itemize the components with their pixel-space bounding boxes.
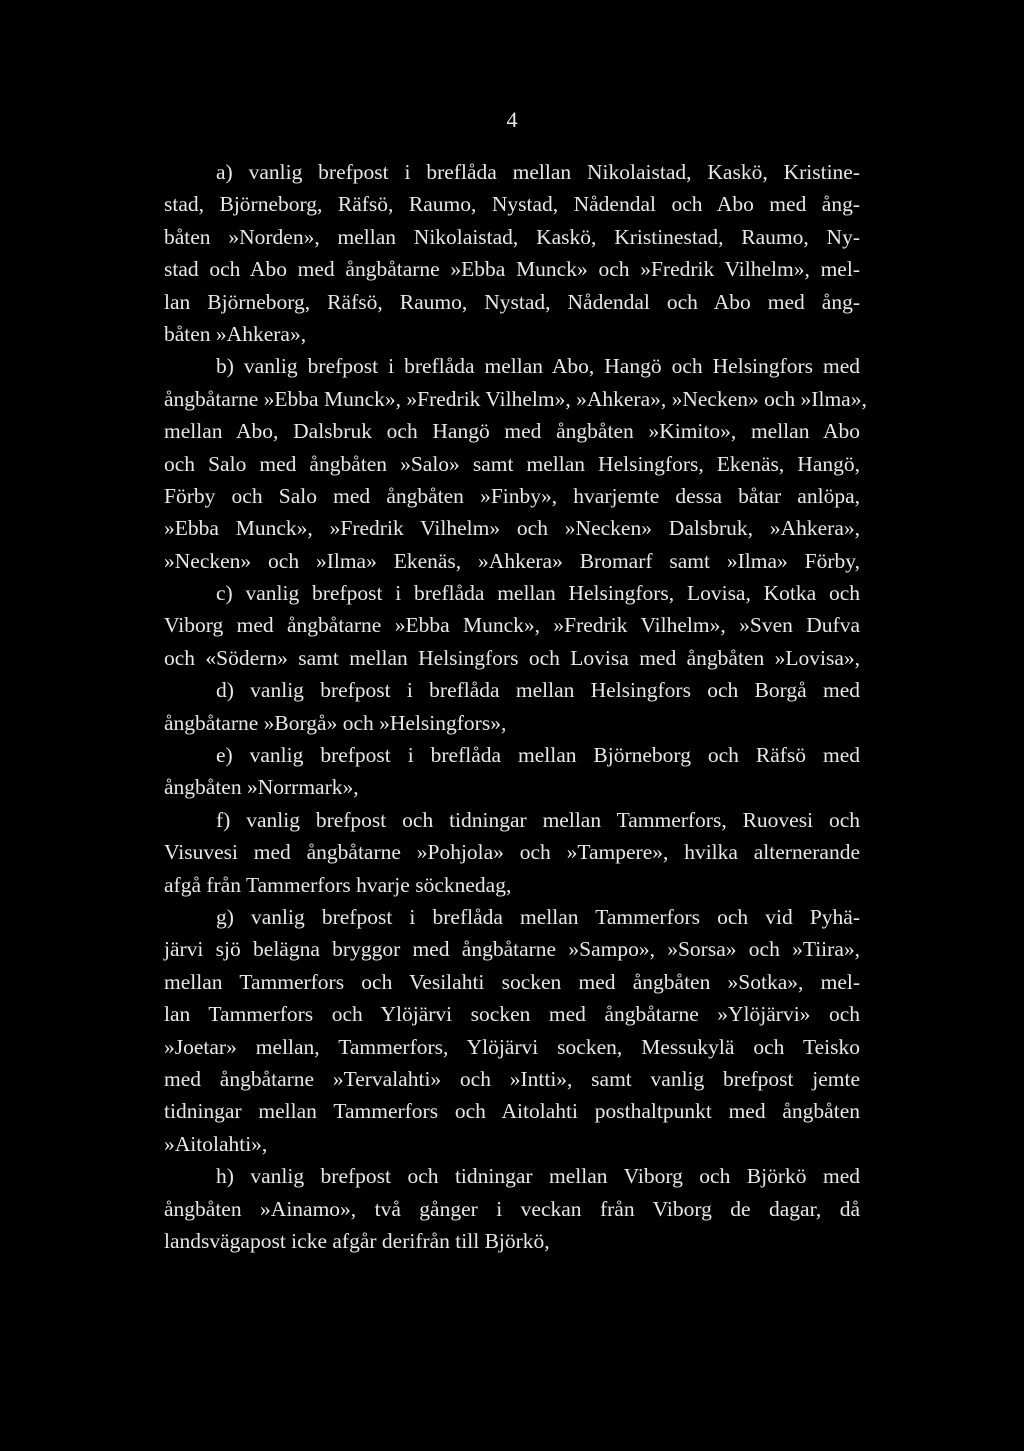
text-line: Visuvesi med ångbåtarne »Pohjola» och »Tampere», hvilka alternerande [164, 840, 860, 865]
text-line: stad, Björneborg, Räfsö, Raumo, Nystad, Nådendal och Abo med ång- [164, 192, 860, 217]
text-line: mellan Abo, Dalsbruk och Hangö med ångbåten »Kimito», mellan Abo [164, 419, 860, 444]
document-body [164, 156, 867, 1257]
text-line: ångbåten »Ainamo», två gånger i veckan från Viborg de dagar, då [164, 1196, 860, 1221]
text-line: afgå från Tammerfors hvarje söcknedag, [164, 872, 512, 897]
text-line: lan Björneborg, Räfsö, Raumo, Nystad, Nådendal och Abo med ång- [164, 289, 860, 314]
text-line: mellan Tammerfors och Vesilahti socken med ångbåten »Sotka», mel- [164, 969, 860, 994]
text-line: landsvägapost icke afgår derifrån till Björkö, [164, 1228, 550, 1253]
text-line: Viborg med ångbåtarne »Ebba Munck», »Fredrik Vilhelm», »Sven Dufva [164, 613, 860, 638]
text-line: och Salo med ångbåten »Salo» samt mellan Helsingfors, Ekenäs, Hangö, [164, 451, 860, 476]
text-line: f) vanlig brefpost och tidningar mellan Tammerfors, Ruovesi och [216, 807, 860, 832]
text-line: lan Tammerfors och Ylöjärvi socken med ångbåtarne »Ylöjärvi» och [164, 1002, 860, 1027]
text-line: »Aitolahti», [164, 1131, 268, 1156]
text-line: ångbåten »Norrmark», [164, 775, 359, 800]
text-line: tidningar mellan Tammerfors och Aitolahti posthaltpunkt med ångbåten [164, 1099, 860, 1124]
text-line: g) vanlig brefpost i breflåda mellan Tammerfors och vid Pyhä- [216, 904, 860, 929]
text-line: båten »Ahkera», [164, 321, 307, 346]
text-line: och «Södern» samt mellan Helsingfors och Lovisa med ångbåten »Lovisa», [164, 645, 860, 670]
text-line: b) vanlig brefpost i breflåda mellan Abo, Hangö och Helsingfors med [216, 354, 860, 379]
text-line: a) vanlig brefpost i breflåda mellan Nikolaistad, Kaskö, Kristine- [216, 160, 860, 184]
text-line: »Joetar» mellan, Tammerfors, Ylöjärvi socken, Messukylä och Teisko [164, 1034, 860, 1059]
page-number: 4 [506, 107, 518, 132]
text-line: h) vanlig brefpost och tidningar mellan Viborg och Björkö med [216, 1164, 860, 1189]
text-line: järvi sjö belägna bryggor med ångbåtarne »Sampo», »Sorsa» och »Tiira», [164, 937, 860, 962]
text-line: med ångbåtarne »Tervalahti» och »Intti», samt vanlig brefpost jemte [164, 1066, 860, 1091]
text-line: e) vanlig brefpost i breflåda mellan Björneborg och Räfsö med [216, 743, 860, 768]
text-line: ångbåtarne »Borgå» och »Helsingfors», [164, 710, 507, 735]
text-line: Förby och Salo med ångbåten »Finby», hvarjemte dessa båtar anlöpa, [164, 483, 860, 508]
text-line: stad och Abo med ångbåtarne »Ebba Munck» och »Fredrik Vilhelm», mel- [164, 257, 860, 282]
text-line: båten »Norden», mellan Nikolaistad, Kaskö, Kristinestad, Raumo, Ny- [164, 224, 860, 249]
text-line: ångbåtarne »Ebba Munck», »Fredrik Vilhelm», »Ahkera», »Necken» och »Ilma», [164, 386, 867, 411]
text-line: d) vanlig brefpost i breflåda mellan Helsingfors och Borgå med [216, 678, 860, 703]
text-line: »Necken» och »Ilma» Ekenäs, »Ahkera» Bromarf samt »Ilma» Förby, [164, 548, 860, 573]
text-line: »Ebba Munck», »Fredrik Vilhelm» och »Necken» Dalsbruk, »Ahkera», [164, 516, 860, 541]
text-line: c) vanlig brefpost i breflåda mellan Helsingfors, Lovisa, Kotka och [216, 581, 860, 606]
